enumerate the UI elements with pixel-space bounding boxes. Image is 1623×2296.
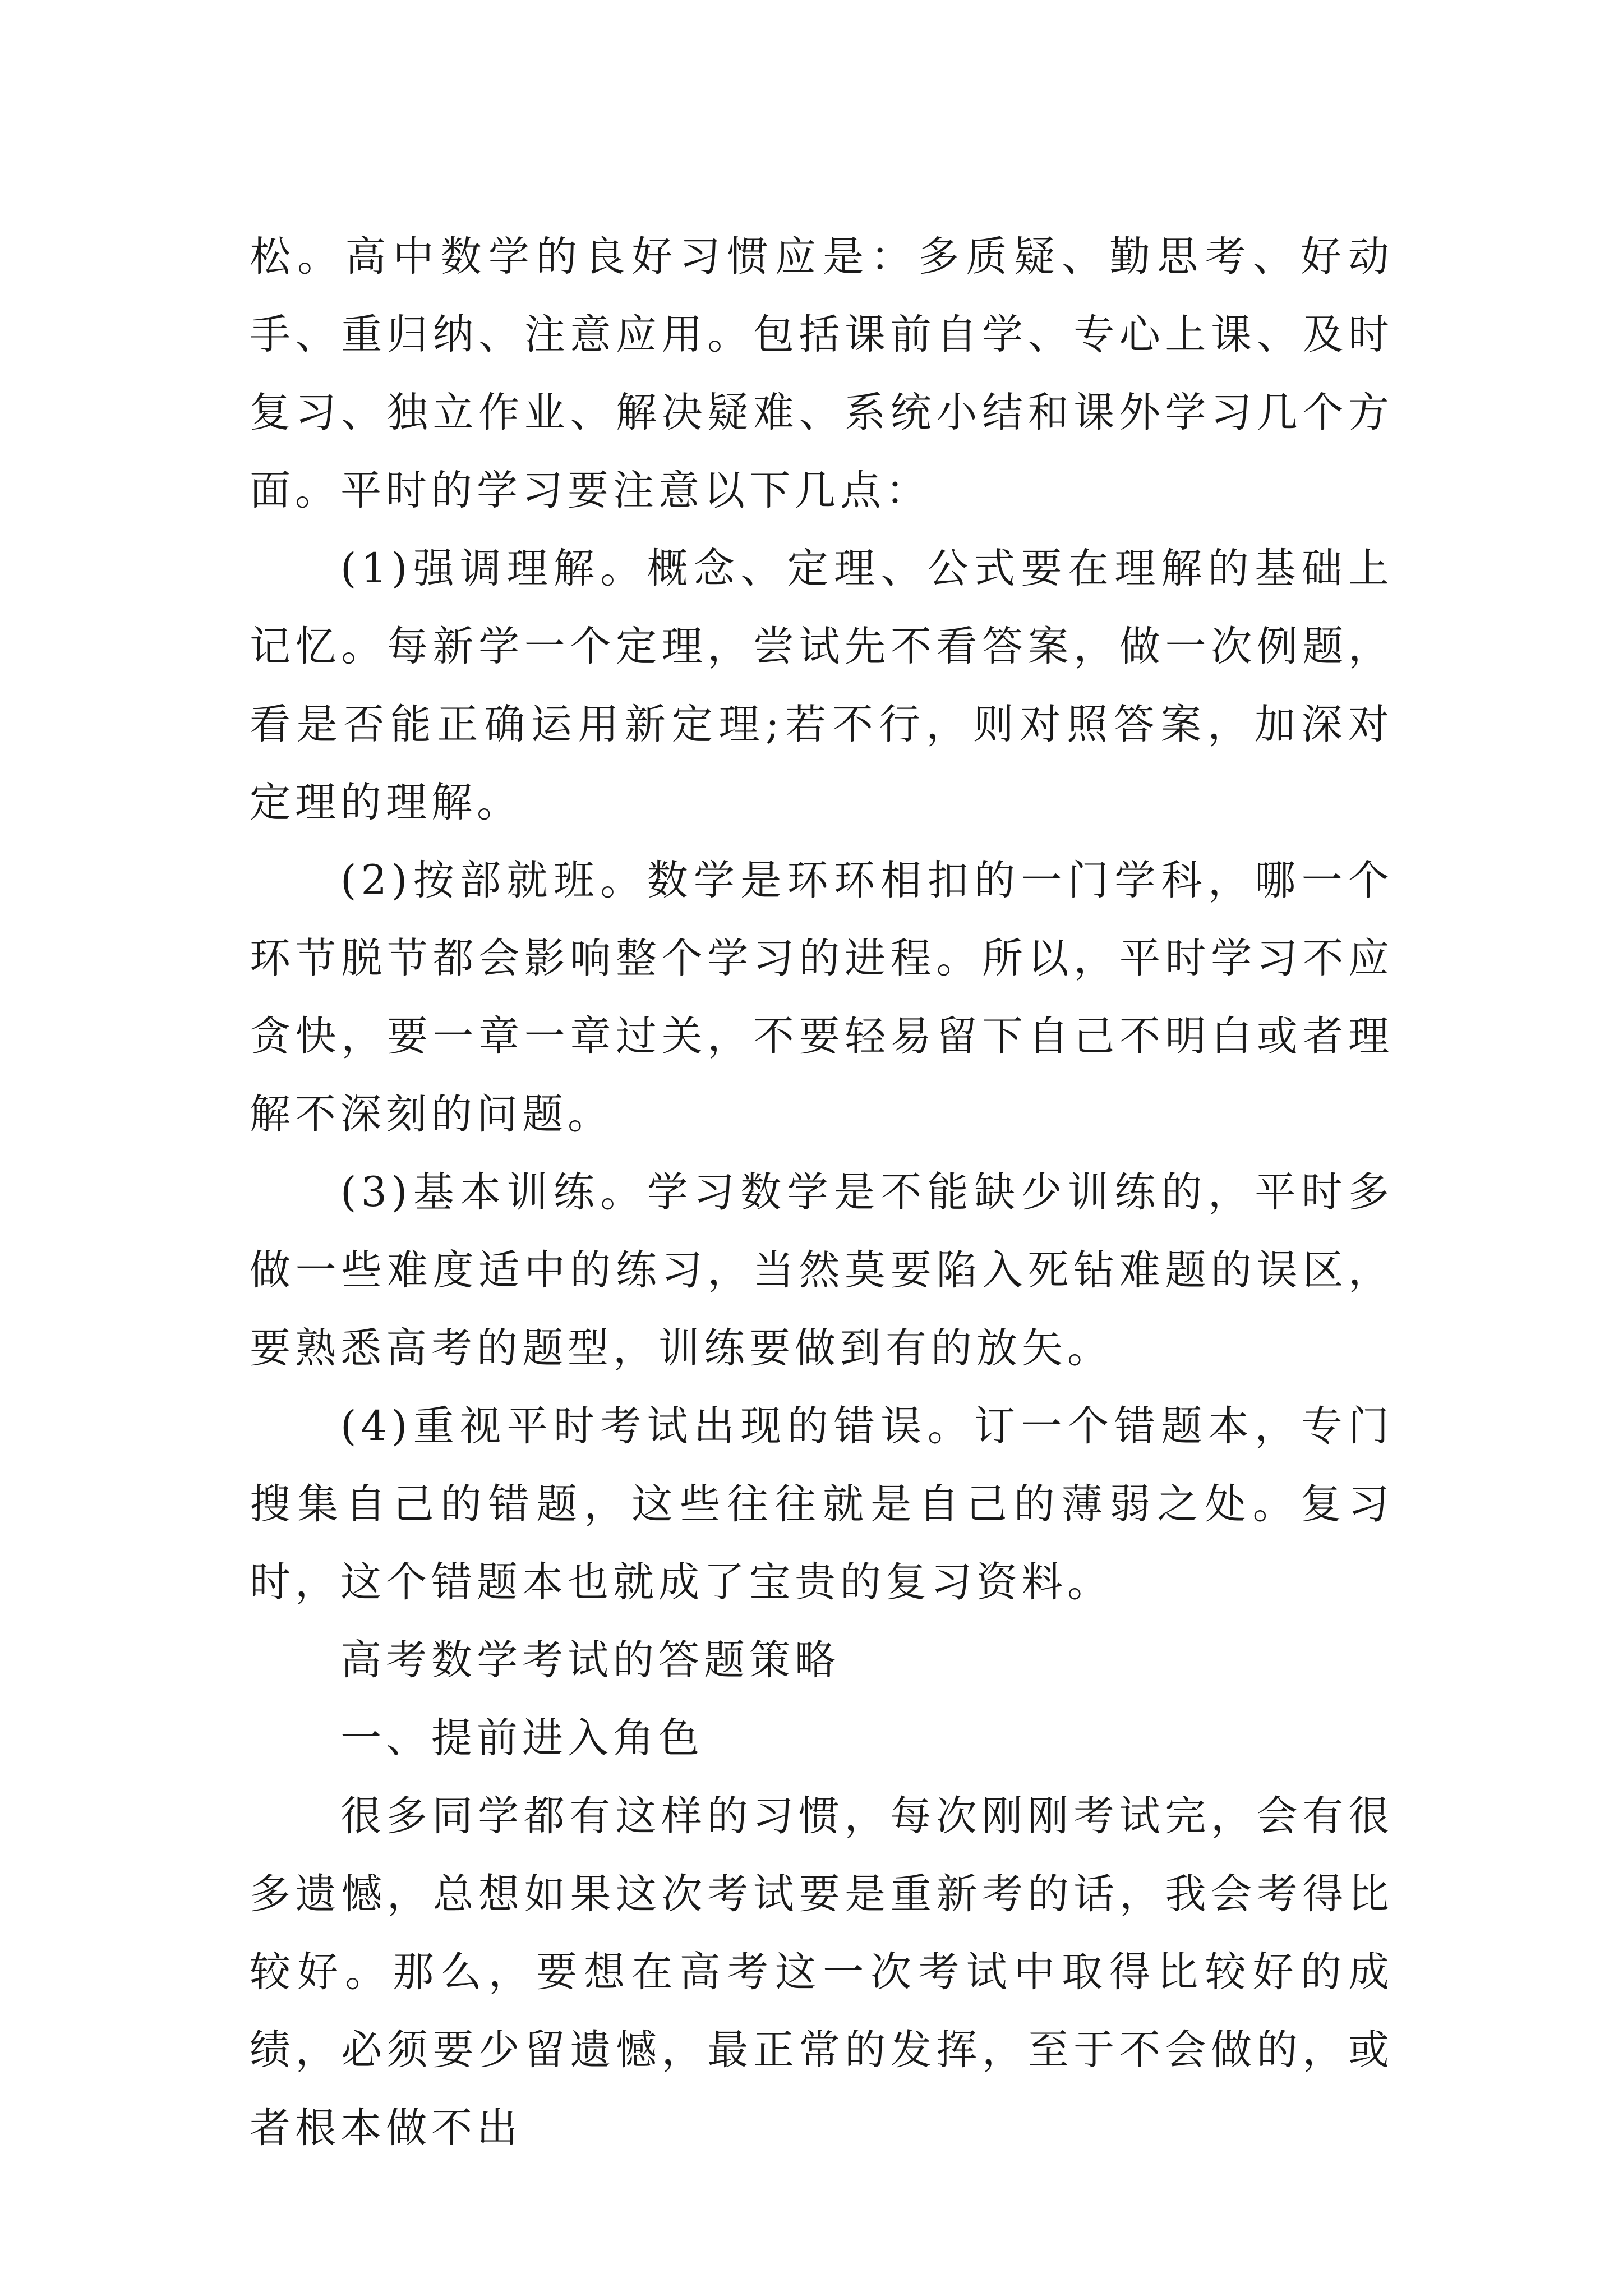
- section-heading: 高考数学考试的答题策略: [340, 1636, 840, 1684]
- paragraph-body: 很多同学都有这样的习惯，每次刚刚考试完，会有很多遗憾，总想如果这次考试要是重新考的话，我会考得比较好。那么，要想在高考这一次考试中取得比较好的成绩，必须要少留遗憾，最正常的发挥，至于不会做的，或者根本做不出: [250, 1792, 1394, 2152]
- paragraph-continuation: 松。高中数学的良好习惯应是：多质疑、勤思考、好动手、重归纳、注意应用。包括课前自学、专心上课、及时复习、独立作业、解决疑难、系统小结和课外学习几个方面。平时的学习要注意以下几点：: [250, 233, 1394, 514]
- paragraph-point-1: (1)强调理解。概念、定理、公式要在理解的基础上记忆。每新学一个定理，尝试先不看答案，做一次例题，看是否能正确运用新定理;若不行，则对照答案，加深对定理的理解。: [250, 545, 1394, 826]
- paragraph-point-4: (4)重视平时考试出现的错误。订一个错题本，专门搜集自己的错题，这些往往就是自己的薄弱之处。复习时，这个错题本也就成了宝贵的复习资料。: [250, 1402, 1394, 1606]
- document-body: [250, 218, 1394, 2167]
- paragraph-point-3: (3)基本训练。学习数学是不能缺少训练的，平时多做一些难度适中的练习，当然莫要陷入死钻难题的误区，要熟悉高考的题型，训练要做到有的放矢。: [250, 1168, 1394, 1372]
- paragraph-point-2: (2)按部就班。数学是环环相扣的一门学科，哪一个环节脱节都会影响整个学习的进程。所以，平时学习不应贪快，要一章一章过关，不要轻易留下自己不明白或者理解不深刻的问题。: [250, 857, 1394, 1138]
- subsection-heading: 一、提前进入角色: [340, 1714, 704, 1762]
